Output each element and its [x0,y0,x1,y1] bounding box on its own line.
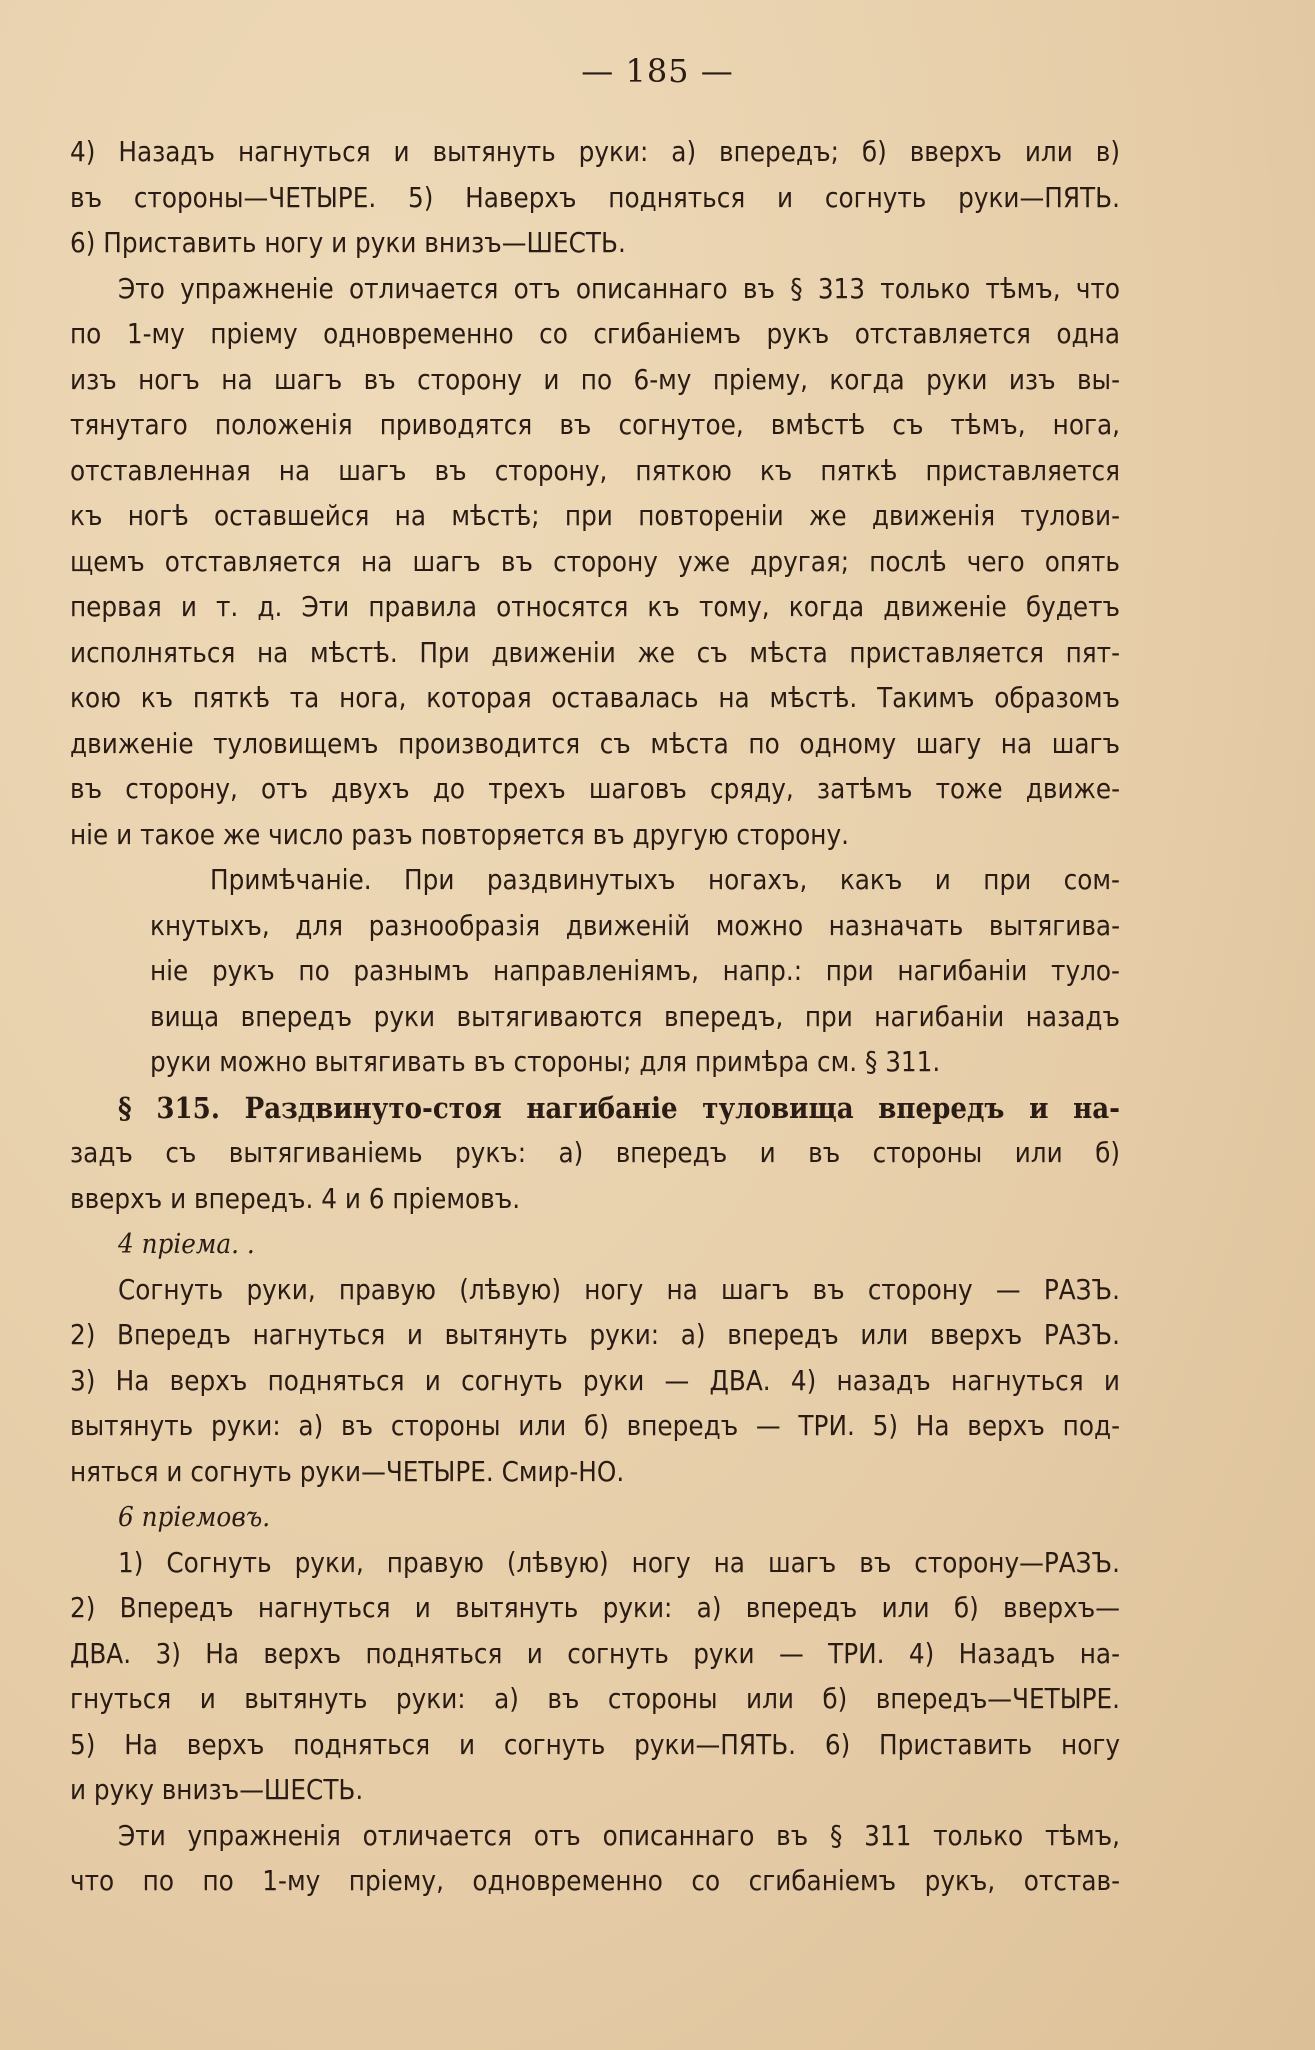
text-line: 4) Назадъ нагнуться и вытянуть руки: а) впередъ; б) вверхъ или в) [70,136,1120,168]
text-line: 2) Впередъ нагнуться и вытянуть руки: а) впередъ или вверхъ РАЗЪ. [70,1319,1120,1351]
text-line: кою къ пяткѣ та нога, которая оставалась на мѣстѣ. Такимъ образомъ [70,682,1120,714]
text-line: къ ногѣ оставшейся на мѣстѣ; при повтореніи же движенія тулови- [70,500,1120,532]
text-line: вытянуть руки: а) въ стороны или б) впередъ — ТРИ. 5) На верхъ под- [70,1410,1120,1442]
text-line: щемъ отставляется на шагъ въ сторону уже другая; послѣ чего опять [70,545,1120,578]
text-line: и руку внизъ—ШЕСТЬ. [70,1774,364,1806]
text-line: 4 пріема. . [118,1228,255,1260]
paragraph [70,1268,1120,1496]
text-line: задъ съ вытягиваніемь рукъ: а) впередъ и въ стороны или б) [70,1137,1120,1169]
text-line: гнуться и вытянуть руки: а) въ стороны или б) впередъ—ЧЕТЫРЕ. [70,1683,1120,1715]
paragraph [70,130,1120,267]
page-body [70,130,1120,1905]
text-line: § 315. Раздвинуто-стоя нагибаніе туловища впередъ и на- [118,1090,1120,1125]
text-line: по 1-му пріему одновременно со сгибаніемъ рукъ отставляется одна [70,318,1120,350]
page-number: — 185 — [581,52,734,90]
text-line: 6) Приставить ногу и руки внизъ—ШЕСТЬ. [70,227,626,259]
section-heading [70,1086,1120,1223]
text-line: Примѣчаніе. При раздвинутыхъ ногахъ, какъ и при сом- [210,864,1120,896]
text-line: 6 пріемовъ. [118,1501,271,1533]
text-line: движеніе туловищемъ производится съ мѣста по одному шагу на шагъ [70,727,1120,760]
text-line: что по по 1-му пріему, одновременно со сгибаніемъ рукъ, отстав- [70,1865,1120,1897]
text-line: въ сторону, отъ двухъ до трехъ шаговъ сряду, затѣмъ тоже движе- [70,773,1120,805]
text-line: Согнуть руки, правую (лѣвую) ногу на шагъ въ сторону — РАЗЪ. [118,1273,1120,1306]
text-line: вверхъ и впередъ. 4 и 6 пріемовъ. [70,1182,521,1215]
text-line: тянутаго положенія приводятся въ согнутое, вмѣстѣ съ тѣмъ, нога, [70,409,1120,441]
paragraph [70,1541,1120,1814]
text-line: вища впередъ руки вытягиваются впередъ, при нагибаніи назадъ [150,1000,1120,1033]
text-line: исполняться на мѣстѣ. При движеніи же съ мѣста приставляется пят- [70,636,1120,669]
text-line: первая и т. д. Эти правила относятся къ тому, когда движеніе будетъ [70,591,1120,623]
text-line: въ стороны—ЧЕТЫРЕ. 5) Наверхъ подняться и согнуть руки—ПЯТЬ. [70,181,1120,214]
text-line: Это упражненіе отличается отъ описаннаго въ § 313 только тѣмъ, что [118,272,1120,305]
paragraph [70,1814,1120,1905]
text-line: изъ ногъ на шагъ въ сторону и по 6-му пріему, когда руки изъ вы- [70,363,1120,396]
text-line: 3) На верхъ подняться и согнуть руки — ДВА. 4) назадъ нагнуться и [70,1364,1120,1397]
text-line: 1) Согнуть руки, правую (лѣвую) ногу на шагъ въ сторону—РАЗЪ. [118,1546,1120,1579]
subheading [70,1495,1120,1541]
text-line: ніе рукъ по разнымъ направленіямъ, напр.: при нагибаніи туло- [150,955,1120,987]
text-line: Эти упражненія отличается отъ описаннаго въ § 311 только тѣмъ, [118,1819,1120,1852]
paragraph [70,267,1120,859]
text-line: няться и согнуть руки—ЧЕТЫРЕ. Смир-НО. [70,1455,625,1488]
text-line: ДВА. 3) На верхъ подняться и согнуть руки — ТРИ. 4) Назадъ на- [70,1637,1120,1670]
subheading [70,1222,1120,1268]
text-line: кнутыхъ, для разнообразія движеній можно назначать вытягива- [150,909,1120,942]
text-line: отставленная на шагъ въ сторону, пяткою къ пяткѣ приставляется [70,454,1120,487]
text-line: руки можно вытягивать въ стороны; для примѣра см. § 311. [150,1046,941,1078]
note-paragraph [70,858,1120,1086]
text-line: ніе и такое же число разъ повторяется въ другую сторону. [70,818,849,851]
text-line: 2) Впередъ нагнуться и вытянуть руки: а) впередъ или б) вверхъ— [70,1592,1120,1624]
text-line: 5) На верхъ подняться и согнуть руки—ПЯТЬ. 6) Приставить ногу [70,1728,1120,1761]
